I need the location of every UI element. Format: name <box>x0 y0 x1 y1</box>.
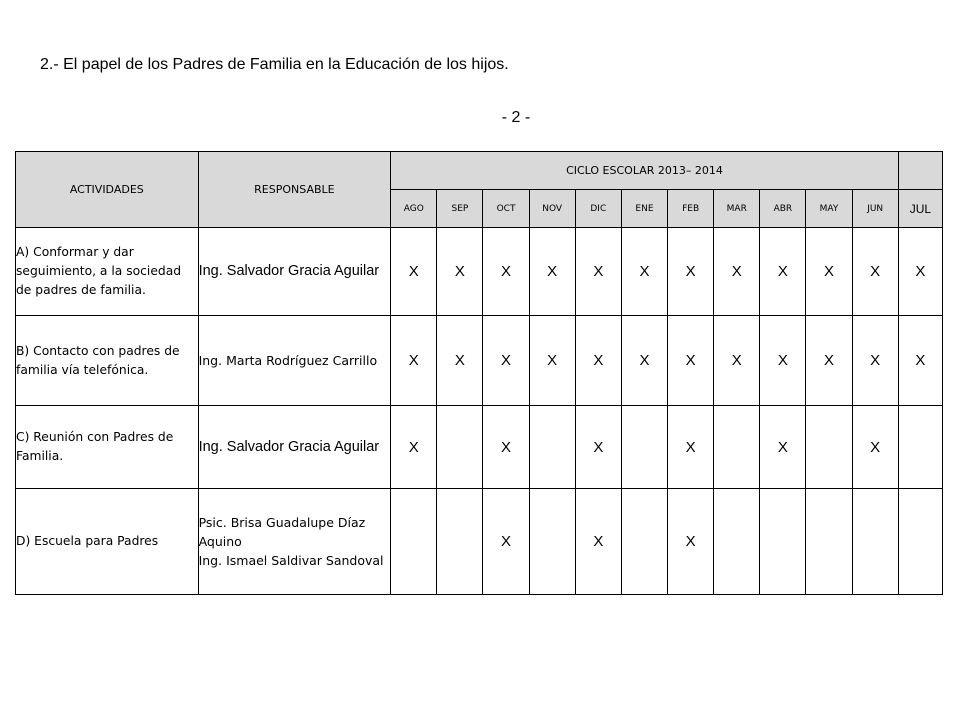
month-mark: X <box>685 438 696 456</box>
table-row <box>16 228 943 316</box>
activity-cell: D) Escuela para Padres <box>16 489 199 595</box>
header-month: AGO <box>391 190 437 228</box>
month-mark-cell <box>575 228 621 316</box>
header-month: DIC <box>575 190 621 228</box>
responsible-cell <box>198 489 391 595</box>
month-mark: X <box>593 352 604 369</box>
month-mark: X <box>501 352 512 369</box>
month-mark-cell <box>529 228 575 316</box>
month-mark: X <box>547 352 558 369</box>
month-mark: X <box>777 438 788 456</box>
responsible-name: Ing. Salvador Gracia Aguilar <box>198 263 380 279</box>
month-mark: X <box>685 352 696 369</box>
month-mark: X <box>593 438 604 456</box>
month-mark: X <box>501 438 512 456</box>
month-mark-cell <box>575 406 621 489</box>
page-number: - 2 - <box>501 109 531 126</box>
month-mark-cell <box>668 406 714 489</box>
header-cycle-blank-cell <box>898 152 942 190</box>
month-mark-cell <box>483 316 529 406</box>
header-responsible: RESPONSABLE <box>198 152 391 228</box>
month-mark-cell <box>483 406 529 489</box>
month-mark-cell <box>806 228 852 316</box>
header-month: OCT <box>483 190 529 228</box>
header-month: NOV <box>529 190 575 228</box>
header-activities: ACTIVIDADES <box>16 152 199 228</box>
responsible-name: Ing. Ismael Saldivar Sandoval <box>198 553 384 568</box>
month-mark-cell <box>391 489 437 595</box>
month-mark: X <box>454 263 465 280</box>
month-mark-cell <box>621 489 667 595</box>
header-month: JUN <box>852 190 898 228</box>
month-mark-cell <box>621 316 667 406</box>
month-mark: X <box>639 263 650 280</box>
month-mark-cell <box>668 228 714 316</box>
month-mark: X <box>408 352 419 369</box>
month-mark: X <box>639 352 650 369</box>
month-mark-cell <box>714 316 760 406</box>
month-mark-cell <box>760 316 806 406</box>
month-mark-cell <box>760 406 806 489</box>
responsible-name: Psic. Brisa Guadalupe Díaz Aquino <box>198 515 366 549</box>
month-mark-cell <box>391 228 437 316</box>
month-mark: X <box>408 438 419 456</box>
header-month: MAR <box>714 190 760 228</box>
activity-schedule-table <box>15 151 943 595</box>
month-mark: X <box>870 352 881 369</box>
header-month: ABR <box>760 190 806 228</box>
table-row <box>16 316 943 406</box>
document-title: 2.- El papel de los Padres de Familia en la Educación de los hijos. <box>40 56 509 73</box>
month-mark-cell <box>668 316 714 406</box>
month-mark: X <box>870 438 881 456</box>
month-mark-cell <box>483 489 529 595</box>
month-mark-cell <box>806 316 852 406</box>
header-month: MAY <box>806 190 852 228</box>
month-mark: X <box>454 352 465 369</box>
month-mark: X <box>777 352 788 369</box>
header-month: SEP <box>437 190 483 228</box>
month-mark: X <box>501 533 512 550</box>
month-mark-cell <box>437 489 483 595</box>
header-month: JUL <box>898 190 942 228</box>
month-mark-cell <box>714 406 760 489</box>
month-mark-cell <box>852 316 898 406</box>
month-mark: X <box>731 263 742 280</box>
month-mark: X <box>824 263 835 280</box>
month-mark: X <box>408 263 419 280</box>
month-mark-cell <box>621 228 667 316</box>
responsible-name: Ing. Salvador Gracia Aguilar <box>198 438 380 455</box>
month-mark-cell <box>529 406 575 489</box>
month-mark-cell <box>898 316 942 406</box>
month-mark: X <box>547 263 558 280</box>
month-mark-cell <box>898 228 942 316</box>
activity-cell: C) Reunión con Padres de Familia. <box>16 406 199 489</box>
month-mark-cell <box>575 489 621 595</box>
month-mark-cell <box>391 316 437 406</box>
month-mark-cell <box>898 489 942 595</box>
month-mark: X <box>685 263 696 280</box>
header-month: ENE <box>621 190 667 228</box>
month-mark: X <box>501 263 512 280</box>
month-mark: X <box>777 263 788 280</box>
responsible-cell <box>198 316 391 406</box>
month-mark-cell <box>437 406 483 489</box>
month-mark-cell <box>760 228 806 316</box>
responsible-cell <box>198 406 391 489</box>
month-mark-cell <box>621 406 667 489</box>
month-mark: X <box>593 263 604 280</box>
header-row-cycle <box>16 152 943 190</box>
responsible-cell <box>198 228 391 316</box>
month-mark-cell <box>437 316 483 406</box>
responsible-name: Ing. Marta Rodríguez Carrillo <box>198 353 378 368</box>
month-mark: X <box>915 263 926 280</box>
month-mark: X <box>731 352 742 369</box>
header-month: FEB <box>668 190 714 228</box>
month-mark: X <box>915 352 926 369</box>
header-school-cycle: CICLO ESCOLAR 2013– 2014 <box>391 152 899 190</box>
month-mark: X <box>870 263 881 280</box>
month-mark-cell <box>714 489 760 595</box>
month-mark-cell <box>668 489 714 595</box>
activity-cell: A) Conformar y dar seguimiento, a la sociedad de padres de familia. <box>16 228 199 316</box>
month-mark-cell <box>483 228 529 316</box>
month-mark-cell <box>529 316 575 406</box>
month-mark-cell <box>852 489 898 595</box>
month-mark-cell <box>575 316 621 406</box>
table-row <box>16 406 943 489</box>
month-mark-cell <box>760 489 806 595</box>
month-mark-cell <box>898 406 942 489</box>
month-mark-cell <box>391 406 437 489</box>
month-mark: X <box>593 533 604 550</box>
month-mark-cell <box>714 228 760 316</box>
month-mark-cell <box>529 489 575 595</box>
month-mark-cell <box>852 406 898 489</box>
table-row <box>16 489 943 595</box>
month-mark-cell <box>852 228 898 316</box>
month-mark-cell <box>806 406 852 489</box>
month-mark: X <box>824 352 835 369</box>
month-mark-cell <box>437 228 483 316</box>
month-mark-cell <box>806 489 852 595</box>
month-mark: X <box>685 533 696 550</box>
activity-cell: B) Contacto con padres de familia vía telefónica. <box>16 316 199 406</box>
